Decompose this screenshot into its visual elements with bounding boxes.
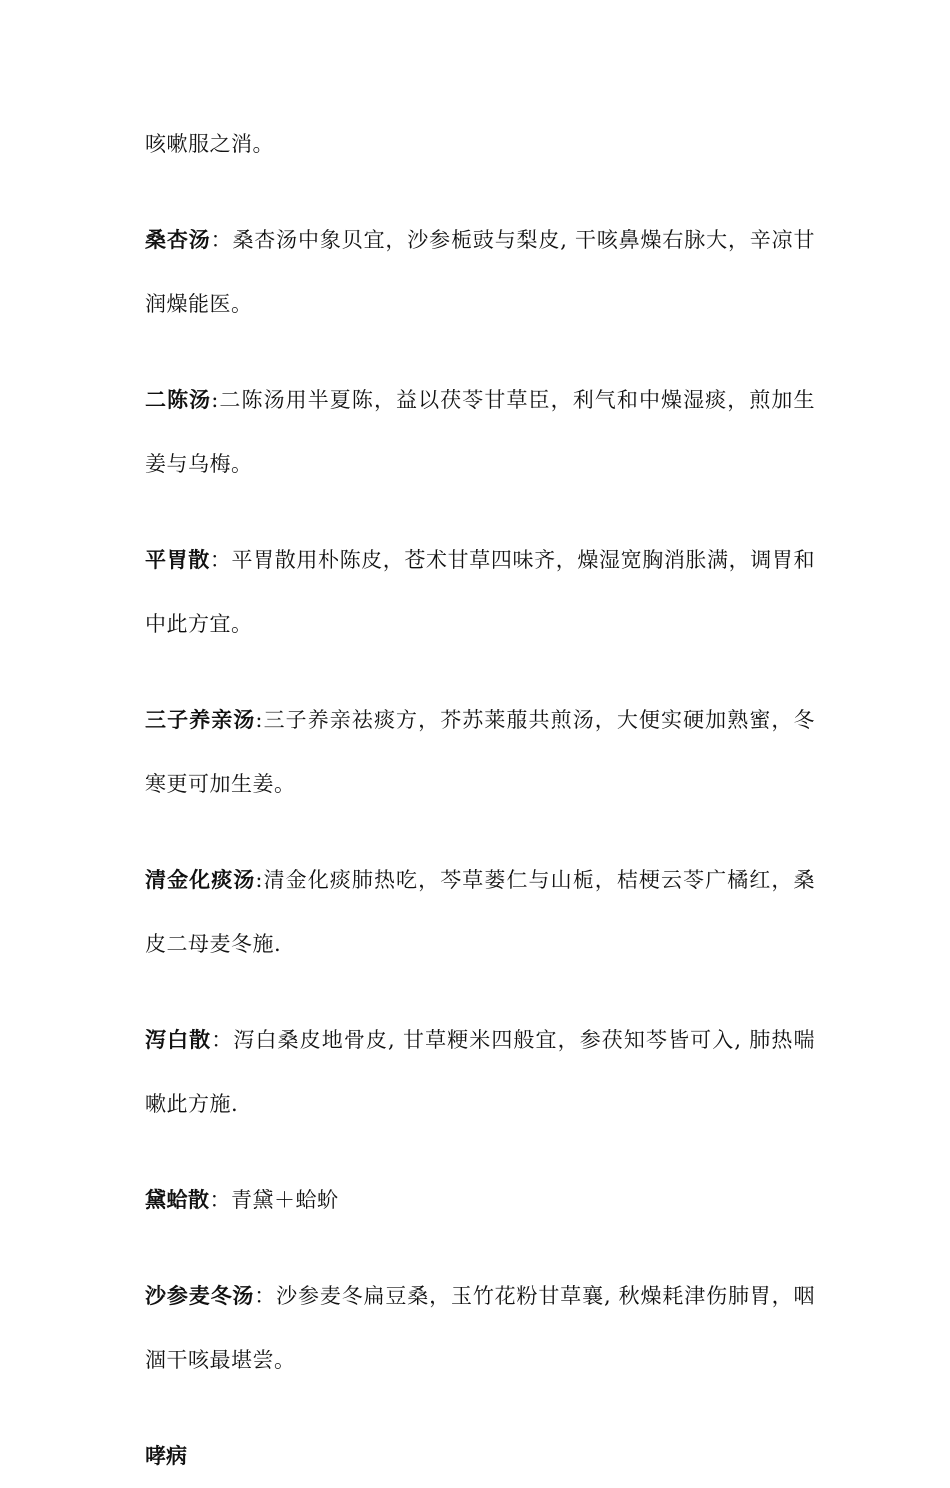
formula-name: 桑杏汤: [145, 227, 211, 252]
formula-separator: :: [255, 708, 263, 732]
formula-name: 平胃散: [145, 547, 210, 572]
formula-separator: ：: [210, 228, 233, 252]
formula-entry-daige: [145, 1168, 815, 1232]
formula-text: 二陈汤用半夏陈，益以茯苓甘草臣，利气和中燥湿痰，煎加生姜与乌梅。: [145, 388, 816, 476]
formula-name: 黛蛤散: [145, 1187, 210, 1212]
formula-entry-qingjin: [145, 848, 815, 976]
formula-text: 平胃散用朴陈皮，苍术甘草四味齐，燥湿宽胸消胀满，调胃和中此方宜。: [145, 548, 816, 636]
formula-separator: ：: [209, 548, 232, 572]
formula-name: 沙参麦冬汤: [145, 1283, 255, 1308]
formula-entry-erchen: [145, 368, 815, 496]
formula-separator: ：: [211, 1028, 234, 1052]
formula-name: 清金化痰汤: [145, 867, 256, 892]
section-title: 哮病: [145, 1443, 187, 1468]
formula-entry-sangxing: [145, 208, 815, 336]
formula-separator: :: [255, 868, 263, 892]
formula-text: 泻白桑皮地骨皮, 甘草粳米四般宜，参茯知芩皆可入, 肺热喘嗽此方施.: [145, 1028, 815, 1116]
formula-entry-shashen: [145, 1264, 815, 1392]
continuation-text: 咳嗽服之消。: [145, 132, 274, 156]
formula-text: 青黛＋蛤蚧: [231, 1188, 339, 1212]
formula-name: 泻白散: [145, 1027, 212, 1052]
formula-entry-sanzi: [145, 688, 815, 816]
formula-text: 清金化痰肺热吃，芩草蒌仁与山栀，桔梗云苓广橘红，桑皮二母麦冬施.: [145, 868, 816, 956]
formula-entry-xiebai: [145, 1008, 815, 1136]
formula-text: 沙参麦冬扁豆桑，玉竹花粉甘草襄, 秋燥耗津伤肺胃，咽涸干咳最堪尝。: [145, 1284, 816, 1372]
formula-entry-pingwei: [145, 528, 815, 656]
formula-text: 三子养亲祛痰方，芥苏莱菔共煎汤，大便实硬加熟蜜，冬寒更可加生姜。: [145, 708, 816, 796]
formula-name: 三子养亲汤: [145, 707, 256, 732]
formula-name: 二陈汤: [145, 387, 212, 412]
formula-separator: :: [211, 388, 219, 412]
document-page: [145, 132, 815, 1488]
formula-separator: ：: [254, 1284, 277, 1308]
formula-separator: ：: [209, 1188, 231, 1212]
formula-text: 桑杏汤中象贝宜，沙参栀豉与梨皮, 干咳鼻燥右脉大，辛凉甘润燥能医。: [145, 228, 816, 316]
